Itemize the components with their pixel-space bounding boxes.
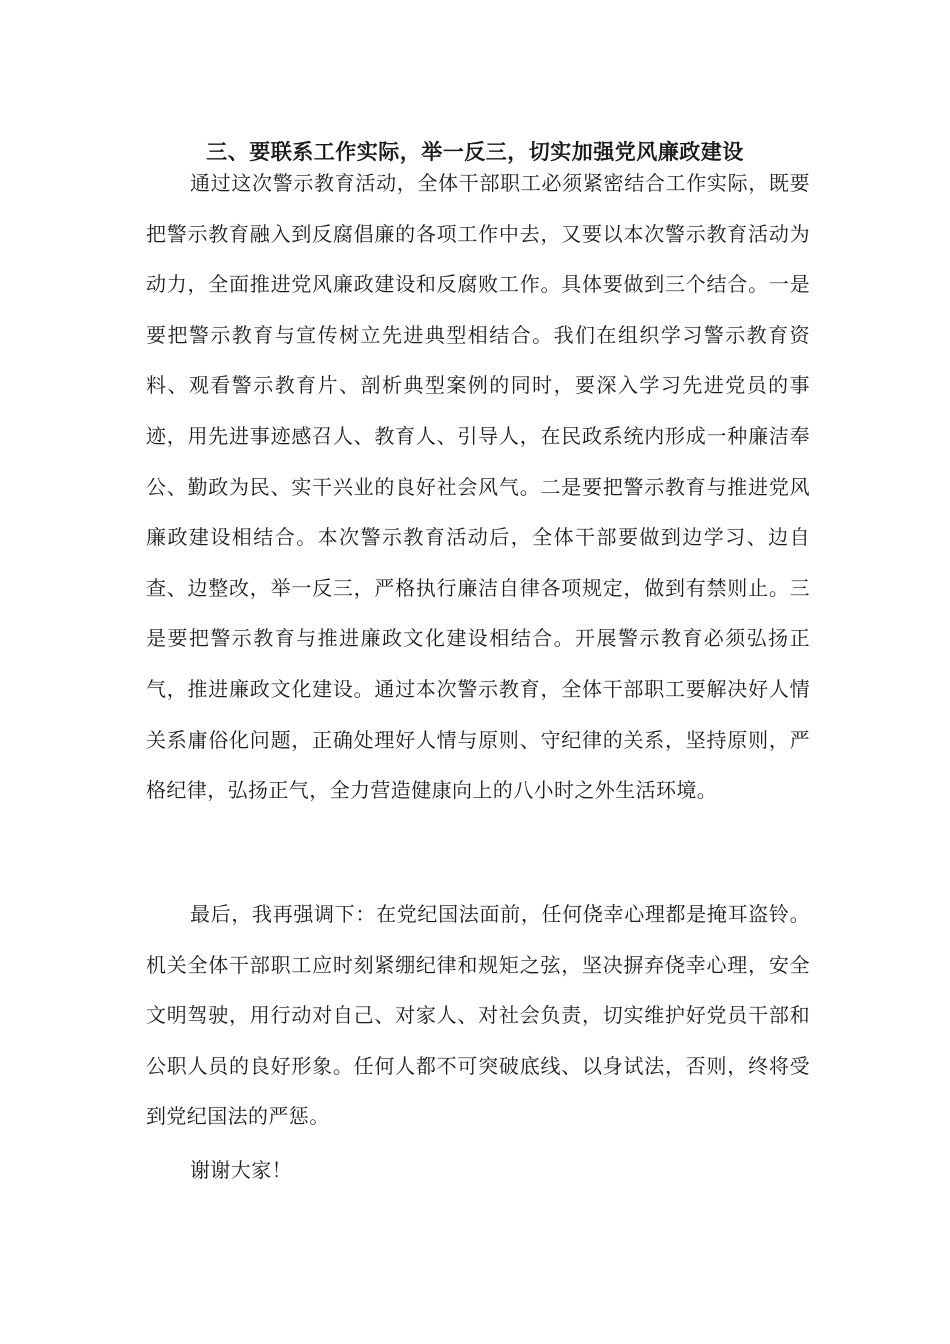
- closing-remark: 谢谢大家！: [190, 1158, 292, 1182]
- section-heading: 三、要联系工作实际，举一反三，切实加强党风廉政建设: [206, 139, 744, 164]
- body-paragraph-1: 通过这次警示教育活动，全体干部职工必须紧密结合工作实际，既要把警示教育融入到反腐倡廉的各项工作中去，又要以本次警示教育活动为动力，全面推进党风廉政建设和反腐败工作。具体要做到三个结合。一是要把警示教育与宣传树立先进典型相结合。我们在组织学习警示教育资料、观看警示教育片、剖析典型案例的同时，要深入学习先进党员的事迹，用先进事迹感召人、教育人、引导人，在民政系统内形成一种廉洁奉公、勤政为民、实干兴业的良好社会风气。二是要把警示教育与推进党风廉政建设相结合。本次警示教育活动后，全体干部要做到边学习、边自查、边整改，举一反三，严格执行廉洁自律各项规定，做到有禁则止。三是要把警示教育与推进廉政文化建设相结合。开展警示教育必须弘扬正气，推进廉政文化建设。通过本次警示教育，全体干部职工要解决好人情关系庸俗化问题，正确处理好人情与原则、守纪律的关系，坚持原则，严格纪律，弘扬正气，全力营造健康向上的八小时之外生活环境。: [146, 171, 810, 803]
- body-paragraph-2: 最后，我再强调下：在党纪国法面前，任何侥幸心理都是掩耳盗铃。机关全体干部职工应时刻紧绷纪律和规矩之弦，坚决摒弃侥幸心理，安全文明驾驶，用行动对自己、对家人、对社会负责，切实维护好党员干部和公职人员的良好形象。任何人都不可突破底线、以身试法，否则，终将受到党纪国法的严惩。: [146, 902, 810, 1129]
